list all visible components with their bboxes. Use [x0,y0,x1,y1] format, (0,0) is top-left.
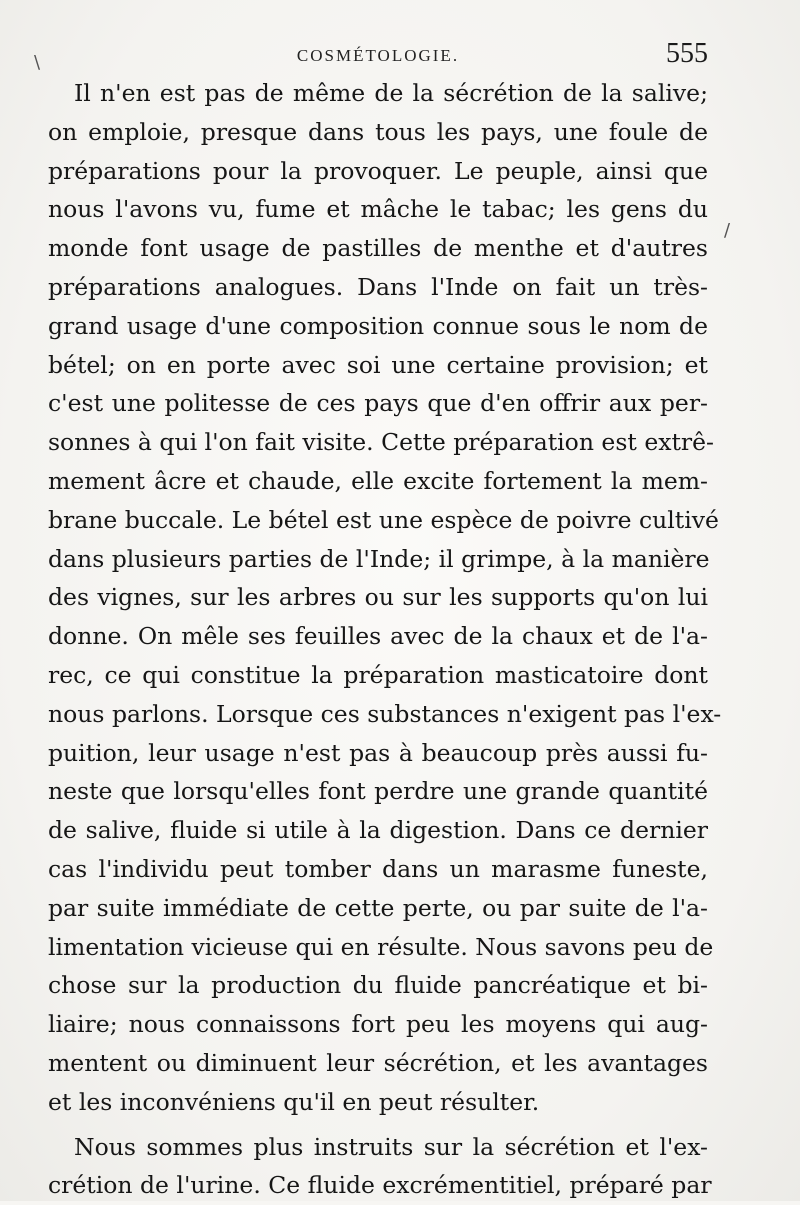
text-line: nous l'avons vu, fume et mâche le tabac; les gens du [48,195,708,224]
text-line: puition, leur usage n'est pas à beaucoup près aussi fu- [48,738,708,767]
text-line: neste que lorsqu'elles font perdre une grande quantité [48,777,708,806]
running-title: COSMÉTOLOGIE. [296,46,460,65]
text-line: on emploie, presque dans tous les pays, une foule de [48,117,708,146]
text-line: monde font usage de pastilles de menthe et d'autres [48,234,708,263]
text-line: des vignes, sur les arbres ou sur les supports qu'on lui [48,583,708,612]
text-line: bétel; on en porte avec soi une certaine provision; et [48,350,708,379]
text-line: mentent ou diminuent leur sécrétion, et les avantages [48,1048,708,1077]
text-line: liaire; nous connaissons fort peu les moyens qui aug- [48,1010,708,1039]
text-line: Il n'en est pas de même de la sécrétion de la salive; [74,79,708,107]
text-line: crétion de l'urine. Ce fluide excrémentitiel, préparé par [48,1171,712,1200]
text-line: brane buccale. Le bétel est une espèce de poivre cultivé [48,505,719,534]
paragraph-1 [48,74,722,1122]
text-line: par suite immédiate de cette perte, ou par suite de l'a- [48,893,708,922]
text-line: c'est une politesse de ces pays que d'en offrir aux per- [48,389,708,418]
text-line: cas l'individu peut tomber dans un marasme funeste, [48,854,708,883]
text-line: préparations analogues. Dans l'Inde on fait un très- [48,272,708,301]
text-line: limentation vicieuse qui en résulte. Nous savons peu de [48,932,714,961]
margin-mark: / [724,220,731,241]
text-line: donne. On mêle ses feuilles avec de la chaux et de l'a- [48,622,708,651]
text-line: préparations pour la provoquer. Le peuple, ainsi que [48,156,708,185]
margin-mark: \ [34,52,41,73]
text-line: dans plusieurs parties de l'Inde; il grimpe, à la manière [48,544,710,573]
text-line: Nous sommes plus instruits sur la sécrétion et l'ex- [74,1132,708,1161]
text-line: de salive, fluide si utile à la digestion. Dans ce dernier [48,816,708,845]
page-number: 555 [666,38,708,69]
paragraph-2 [48,1128,712,1205]
text-line: sonnes à qui l'on fait visite. Cette préparation est extrê- [48,428,714,457]
text-line: nous parlons. Lorsque ces substances n'exigent pas l'ex- [48,699,722,728]
text-line: rec, ce qui constitue la préparation masticatoire dont [48,660,708,689]
running-head [48,38,708,72]
text-line: et les inconvéniens qu'il en peut résulter. [48,1087,540,1116]
text-line: chose sur la production du fluide pancréatique et bi- [48,971,708,1000]
body-text [48,74,722,1205]
text-line: mement âcre et chaude, elle excite fortement la mem- [48,466,708,495]
text-line: grand usage d'une composition connue sous le nom de [48,311,708,340]
